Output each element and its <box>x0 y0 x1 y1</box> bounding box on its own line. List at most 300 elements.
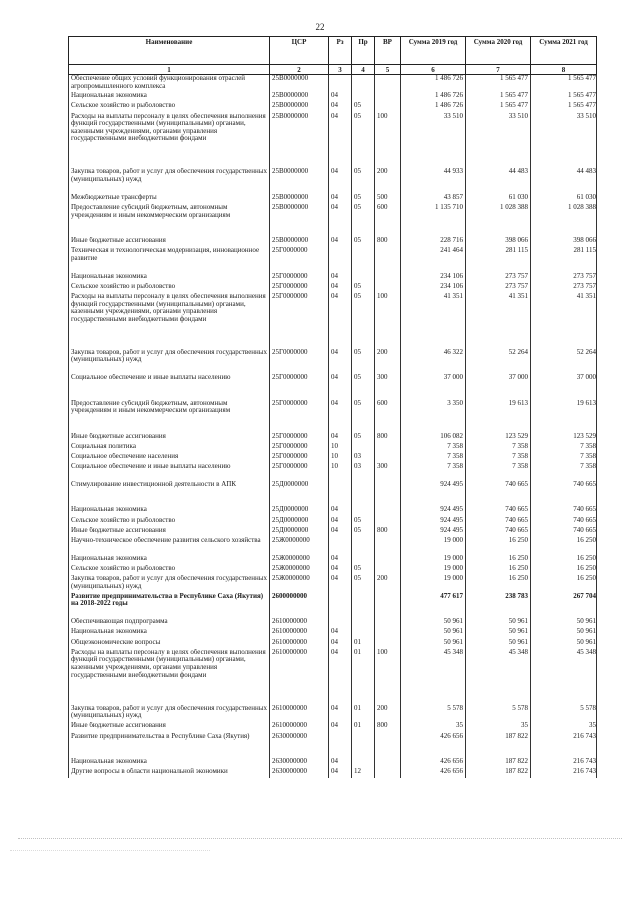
row-pr <box>352 92 375 102</box>
row-sum-2021: 740 665 <box>531 527 597 537</box>
row-vr: 100 <box>375 113 401 169</box>
row-sum-2021: 16 250 <box>531 575 597 593</box>
row-rz: 04 <box>329 628 352 638</box>
row-rz: 04 <box>329 237 352 247</box>
row-pr: 05 <box>352 517 375 527</box>
row-vr <box>375 273 401 283</box>
row-vr: 200 <box>375 705 401 723</box>
row-vr: 500 <box>375 194 401 204</box>
row-sum-2021: 123 529 <box>531 433 597 443</box>
row-name: Закупка товаров, работ и услуг для обеспечения государственных (муниципальных) нужд <box>69 168 270 193</box>
row-name: Техническая и технологическая модернизация, инновационное развитие <box>69 247 270 272</box>
table-row <box>69 168 597 193</box>
row-name: Социальная политика <box>69 443 270 453</box>
row-vr <box>375 537 401 555</box>
table-row <box>69 283 597 293</box>
column-number: 7 <box>466 65 531 75</box>
row-csr: 2630000000 <box>270 733 329 758</box>
row-csr: 25В0000000 <box>270 204 329 237</box>
row-csr: 25Г0000000 <box>270 247 329 272</box>
row-sum-2021: 398 066 <box>531 237 597 247</box>
row-pr: 05 <box>352 102 375 112</box>
row-sum-2020: 33 510 <box>466 113 531 169</box>
row-csr: 25В0000000 <box>270 92 329 102</box>
row-vr <box>375 102 401 112</box>
row-sum-2019: 37 000 <box>401 374 466 399</box>
row-sum-2020: 35 <box>466 722 531 732</box>
row-name: Сельское хозяйство и рыболовство <box>69 565 270 575</box>
row-name: Развитие предпринимательства в Республике Саха (Якутия) на 2018-2022 годы <box>69 593 270 618</box>
row-pr: 05 <box>352 349 375 374</box>
table-row <box>69 237 597 247</box>
row-name: Социальное обеспечение и иные выплаты населению <box>69 463 270 481</box>
row-sum-2019: 44 933 <box>401 168 466 193</box>
table-row <box>69 194 597 204</box>
row-rz: 04 <box>329 506 352 516</box>
table-row <box>69 247 597 272</box>
row-pr: 12 <box>352 768 375 778</box>
row-sum-2019: 35 <box>401 722 466 732</box>
row-sum-2020: 41 351 <box>466 293 531 349</box>
row-name: Национальная экономика <box>69 273 270 283</box>
row-pr: 05 <box>352 293 375 349</box>
row-sum-2019: 19 000 <box>401 537 466 555</box>
row-name: Обеспечивающая подпрограмма <box>69 618 270 628</box>
row-csr: 25Г0000000 <box>270 400 329 433</box>
row-rz: 04 <box>329 527 352 537</box>
table-row <box>69 481 597 506</box>
table-row <box>69 433 597 443</box>
row-sum-2021: 61 030 <box>531 194 597 204</box>
row-csr: 25В0000000 <box>270 194 329 204</box>
row-sum-2021: 267 704 <box>531 593 597 618</box>
header-sum-2021: Сумма 2021 год <box>531 37 597 65</box>
row-sum-2019: 1 486 726 <box>401 102 466 112</box>
row-sum-2020: 61 030 <box>466 194 531 204</box>
row-sum-2021: 1 028 388 <box>531 204 597 237</box>
row-sum-2019: 19 000 <box>401 565 466 575</box>
row-vr: 800 <box>375 527 401 537</box>
row-vr <box>375 283 401 293</box>
row-csr: 25В0000000 <box>270 113 329 169</box>
row-csr: 25Г0000000 <box>270 443 329 453</box>
row-sum-2020: 50 961 <box>466 639 531 649</box>
row-vr <box>375 593 401 618</box>
row-pr <box>352 758 375 768</box>
table-row <box>69 649 597 705</box>
row-csr: 25Г0000000 <box>270 463 329 481</box>
row-sum-2020: 740 665 <box>466 481 531 506</box>
row-csr: 25Д0000000 <box>270 517 329 527</box>
row-csr: 25В0000000 <box>270 237 329 247</box>
row-name: Стимулирование инвестиционной деятельности в АПК <box>69 481 270 506</box>
row-csr: 25Г0000000 <box>270 349 329 374</box>
row-csr: 2610000000 <box>270 618 329 628</box>
row-sum-2020: 16 250 <box>466 537 531 555</box>
row-name: Сельское хозяйство и рыболовство <box>69 283 270 293</box>
row-sum-2019: 924 495 <box>401 481 466 506</box>
row-pr: 05 <box>352 194 375 204</box>
row-rz <box>329 537 352 555</box>
row-sum-2021: 16 250 <box>531 537 597 555</box>
row-vr <box>375 443 401 453</box>
table-row <box>69 768 597 778</box>
row-name: Расходы на выплаты персоналу в целях обеспечения выполнения функций государственными (муниципальными) органами, казенными учреждениями, органами управления государственными внебюджетными фондами <box>69 649 270 705</box>
row-vr <box>375 247 401 272</box>
row-pr <box>352 481 375 506</box>
table-row <box>69 705 597 723</box>
row-vr <box>375 628 401 638</box>
row-vr <box>375 92 401 102</box>
row-csr: 25Д0000000 <box>270 527 329 537</box>
row-pr: 05 <box>352 400 375 433</box>
row-name: Закупка товаров, работ и услуг для обеспечения государственных (муниципальных) нужд <box>69 575 270 593</box>
row-vr <box>375 75 401 93</box>
row-rz: 04 <box>329 349 352 374</box>
row-sum-2019: 43 857 <box>401 194 466 204</box>
row-pr <box>352 273 375 283</box>
row-sum-2019: 426 656 <box>401 768 466 778</box>
row-rz: 04 <box>329 565 352 575</box>
row-csr: 25Ж0000000 <box>270 555 329 565</box>
row-rz: 10 <box>329 453 352 463</box>
row-name: Иные бюджетные ассигнования <box>69 433 270 443</box>
table-row <box>69 555 597 565</box>
row-pr: 05 <box>352 433 375 443</box>
row-name: Социальное обеспечение населения <box>69 453 270 463</box>
row-sum-2019: 1 135 710 <box>401 204 466 237</box>
row-sum-2021: 7 358 <box>531 453 597 463</box>
scan-noise <box>10 850 210 854</box>
table-row <box>69 102 597 112</box>
row-vr: 800 <box>375 237 401 247</box>
row-pr: 01 <box>352 722 375 732</box>
row-sum-2021: 273 757 <box>531 283 597 293</box>
row-sum-2020: 187 822 <box>466 758 531 768</box>
row-sum-2020: 37 000 <box>466 374 531 399</box>
header-name: Наименование <box>69 37 270 65</box>
row-sum-2020: 273 757 <box>466 283 531 293</box>
row-pr <box>352 593 375 618</box>
row-vr <box>375 453 401 463</box>
row-name: Иные бюджетные ассигнования <box>69 527 270 537</box>
table-row <box>69 113 597 169</box>
row-pr <box>352 506 375 516</box>
table-row <box>69 517 597 527</box>
column-number-row <box>69 65 597 75</box>
row-csr: 25Г0000000 <box>270 293 329 349</box>
row-vr: 600 <box>375 204 401 237</box>
column-number: 1 <box>69 65 270 75</box>
row-csr: 25Г0000000 <box>270 283 329 293</box>
row-sum-2019: 241 464 <box>401 247 466 272</box>
row-csr: 25Ж0000000 <box>270 565 329 575</box>
row-name: Предоставление субсидий бюджетным, автономным учреждениям и иным некоммерческим организациям <box>69 204 270 237</box>
table-row <box>69 463 597 481</box>
row-sum-2021: 19 613 <box>531 400 597 433</box>
row-sum-2021: 45 348 <box>531 649 597 705</box>
row-sum-2019: 45 348 <box>401 649 466 705</box>
row-csr: 2630000000 <box>270 768 329 778</box>
row-name: Расходы на выплаты персоналу в целях обеспечения выполнения функций государственными (муниципальными) органами, казенными учреждениями, органами управления государственными внебюджетными фондами <box>69 113 270 169</box>
table-row <box>69 374 597 399</box>
header-vr: ВР <box>375 37 401 65</box>
column-number: 3 <box>329 65 352 75</box>
row-name: Другие вопросы в области национальной экономики <box>69 768 270 778</box>
row-sum-2019: 19 000 <box>401 575 466 593</box>
row-sum-2020: 7 358 <box>466 443 531 453</box>
column-number: 2 <box>270 65 329 75</box>
row-sum-2020: 273 757 <box>466 273 531 283</box>
row-rz: 04 <box>329 283 352 293</box>
row-sum-2020: 238 783 <box>466 593 531 618</box>
row-sum-2020: 123 529 <box>466 433 531 443</box>
table-row <box>69 537 597 555</box>
row-sum-2019: 5 578 <box>401 705 466 723</box>
row-sum-2021: 52 264 <box>531 349 597 374</box>
header-sum-2019: Сумма 2019 год <box>401 37 466 65</box>
row-name: Иные бюджетные ассигнования <box>69 237 270 247</box>
row-pr <box>352 628 375 638</box>
row-rz: 04 <box>329 433 352 443</box>
row-rz: 04 <box>329 194 352 204</box>
row-name: Национальная экономика <box>69 555 270 565</box>
row-csr: 25Г0000000 <box>270 453 329 463</box>
row-name: Иные бюджетные ассигнования <box>69 722 270 732</box>
row-sum-2021: 16 250 <box>531 555 597 565</box>
row-vr <box>375 481 401 506</box>
row-rz: 10 <box>329 463 352 481</box>
row-rz: 04 <box>329 758 352 768</box>
row-sum-2019: 19 000 <box>401 555 466 565</box>
row-rz: 04 <box>329 374 352 399</box>
row-sum-2020: 1 565 477 <box>466 92 531 102</box>
row-sum-2019: 924 495 <box>401 517 466 527</box>
row-sum-2020: 740 665 <box>466 506 531 516</box>
row-pr <box>352 733 375 758</box>
row-name: Научно-техническое обеспечение развития сельского хозяйства <box>69 537 270 555</box>
table-row <box>69 75 597 93</box>
table-row <box>69 400 597 433</box>
row-sum-2019: 234 106 <box>401 273 466 283</box>
row-pr: 05 <box>352 168 375 193</box>
row-pr: 05 <box>352 527 375 537</box>
row-csr: 2630000000 <box>270 758 329 768</box>
row-sum-2019: 106 082 <box>401 433 466 443</box>
row-vr: 800 <box>375 433 401 443</box>
row-rz: 04 <box>329 113 352 169</box>
row-vr <box>375 555 401 565</box>
row-pr: 03 <box>352 453 375 463</box>
table-row <box>69 722 597 732</box>
row-vr <box>375 733 401 758</box>
row-sum-2020: 16 250 <box>466 575 531 593</box>
row-sum-2019: 7 358 <box>401 463 466 481</box>
row-sum-2020: 187 822 <box>466 733 531 758</box>
row-sum-2019: 7 358 <box>401 443 466 453</box>
table-row <box>69 293 597 349</box>
row-name: Развитие предпринимательства в Республике Саха (Якутия) <box>69 733 270 758</box>
row-csr: 25Г0000000 <box>270 374 329 399</box>
row-sum-2021: 216 743 <box>531 768 597 778</box>
row-sum-2019: 46 322 <box>401 349 466 374</box>
row-csr: 25Д0000000 <box>270 506 329 516</box>
row-pr: 05 <box>352 113 375 169</box>
row-pr: 05 <box>352 283 375 293</box>
row-sum-2020: 7 358 <box>466 463 531 481</box>
column-number: 5 <box>375 65 401 75</box>
row-csr: 25Ж0000000 <box>270 575 329 593</box>
row-csr: 25В0000000 <box>270 75 329 93</box>
row-name: Сельское хозяйство и рыболовство <box>69 102 270 112</box>
row-pr <box>352 537 375 555</box>
row-rz: 04 <box>329 517 352 527</box>
row-sum-2021: 50 961 <box>531 618 597 628</box>
row-vr: 800 <box>375 722 401 732</box>
table-row <box>69 92 597 102</box>
row-sum-2021: 740 665 <box>531 506 597 516</box>
row-pr <box>352 247 375 272</box>
row-sum-2020: 5 578 <box>466 705 531 723</box>
row-sum-2021: 1 565 477 <box>531 92 597 102</box>
row-sum-2021: 37 000 <box>531 374 597 399</box>
row-sum-2020: 44 483 <box>466 168 531 193</box>
row-sum-2020: 7 358 <box>466 453 531 463</box>
row-pr <box>352 618 375 628</box>
table-header-row <box>69 37 597 65</box>
row-sum-2021: 5 578 <box>531 705 597 723</box>
column-number: 4 <box>352 65 375 75</box>
row-name: Национальная экономика <box>69 758 270 768</box>
table-body <box>69 75 597 779</box>
row-pr: 05 <box>352 374 375 399</box>
table-row <box>69 349 597 374</box>
row-rz: 04 <box>329 705 352 723</box>
row-rz: 04 <box>329 768 352 778</box>
row-rz: 04 <box>329 722 352 732</box>
row-sum-2020: 740 665 <box>466 527 531 537</box>
row-csr: 2610000000 <box>270 705 329 723</box>
row-sum-2021: 7 358 <box>531 443 597 453</box>
row-vr: 200 <box>375 168 401 193</box>
header-rz: Рз <box>329 37 352 65</box>
row-sum-2021: 41 351 <box>531 293 597 349</box>
row-name: Закупка товаров, работ и услуг для обеспечения государственных (муниципальных) нужд <box>69 705 270 723</box>
row-sum-2020: 45 348 <box>466 649 531 705</box>
table-row <box>69 593 597 618</box>
column-number: 8 <box>531 65 597 75</box>
row-name: Расходы на выплаты персоналу в целях обеспечения выполнения функций государственными (муниципальными) органами, казенными учреждениями, органами управления государственными внебюджетными фондами <box>69 293 270 349</box>
row-rz: 04 <box>329 168 352 193</box>
row-sum-2020: 1 028 388 <box>466 204 531 237</box>
row-rz: 04 <box>329 92 352 102</box>
row-csr: 2610000000 <box>270 639 329 649</box>
row-sum-2020: 19 613 <box>466 400 531 433</box>
row-vr: 300 <box>375 374 401 399</box>
row-vr: 200 <box>375 349 401 374</box>
row-sum-2021: 50 961 <box>531 628 597 638</box>
row-sum-2021: 35 <box>531 722 597 732</box>
row-pr: 03 <box>352 463 375 481</box>
row-sum-2021: 273 757 <box>531 273 597 283</box>
row-name: Межбюджетные трансферты <box>69 194 270 204</box>
row-sum-2019: 50 961 <box>401 618 466 628</box>
table-row <box>69 204 597 237</box>
row-name: Социальное обеспечение и иные выплаты населению <box>69 374 270 399</box>
table-row <box>69 628 597 638</box>
row-pr <box>352 443 375 453</box>
header-csr: ЦСР <box>270 37 329 65</box>
table-row <box>69 733 597 758</box>
row-sum-2019: 924 495 <box>401 506 466 516</box>
table-row <box>69 527 597 537</box>
row-rz: 04 <box>329 102 352 112</box>
row-csr: 2610000000 <box>270 649 329 705</box>
table-row <box>69 639 597 649</box>
row-sum-2019: 7 358 <box>401 453 466 463</box>
row-pr: 01 <box>352 705 375 723</box>
row-sum-2019: 228 716 <box>401 237 466 247</box>
row-sum-2019: 477 617 <box>401 593 466 618</box>
budget-table <box>68 36 597 778</box>
row-sum-2021: 281 115 <box>531 247 597 272</box>
row-vr <box>375 639 401 649</box>
row-sum-2019: 41 351 <box>401 293 466 349</box>
table-row <box>69 453 597 463</box>
row-pr: 01 <box>352 639 375 649</box>
row-vr: 100 <box>375 293 401 349</box>
row-vr: 300 <box>375 463 401 481</box>
row-vr <box>375 618 401 628</box>
row-sum-2019: 33 510 <box>401 113 466 169</box>
row-csr: 2610000000 <box>270 628 329 638</box>
row-sum-2019: 1 486 726 <box>401 92 466 102</box>
row-sum-2021: 216 743 <box>531 758 597 768</box>
row-pr: 05 <box>352 204 375 237</box>
table-row <box>69 273 597 283</box>
row-pr <box>352 75 375 93</box>
row-name: Национальная экономика <box>69 506 270 516</box>
row-pr <box>352 555 375 565</box>
row-sum-2021: 1 565 477 <box>531 75 597 93</box>
row-rz: 04 <box>329 575 352 593</box>
row-name: Обеспечение общих условий функционирования отраслей агропромышленного комплекса <box>69 75 270 93</box>
table-row <box>69 575 597 593</box>
row-vr: 600 <box>375 400 401 433</box>
row-vr <box>375 768 401 778</box>
row-rz: 10 <box>329 443 352 453</box>
row-sum-2019: 426 656 <box>401 758 466 768</box>
row-pr: 05 <box>352 575 375 593</box>
row-sum-2020: 16 250 <box>466 555 531 565</box>
row-sum-2020: 281 115 <box>466 247 531 272</box>
scan-noise <box>18 838 622 845</box>
row-sum-2019: 1 486 726 <box>401 75 466 93</box>
row-sum-2019: 3 350 <box>401 400 466 433</box>
row-sum-2019: 924 495 <box>401 527 466 537</box>
row-vr: 200 <box>375 575 401 593</box>
row-vr <box>375 506 401 516</box>
row-sum-2021: 7 358 <box>531 463 597 481</box>
row-csr: 25Ж0000000 <box>270 537 329 555</box>
row-csr: 2600000000 <box>270 593 329 618</box>
row-pr: 05 <box>352 565 375 575</box>
row-csr: 2610000000 <box>270 722 329 732</box>
row-name: Предоставление субсидий бюджетным, автономным учреждениям и иным некоммерческим организациям <box>69 400 270 433</box>
row-sum-2021: 1 565 477 <box>531 102 597 112</box>
row-csr: 25Г0000000 <box>270 433 329 443</box>
row-rz: 04 <box>329 649 352 705</box>
